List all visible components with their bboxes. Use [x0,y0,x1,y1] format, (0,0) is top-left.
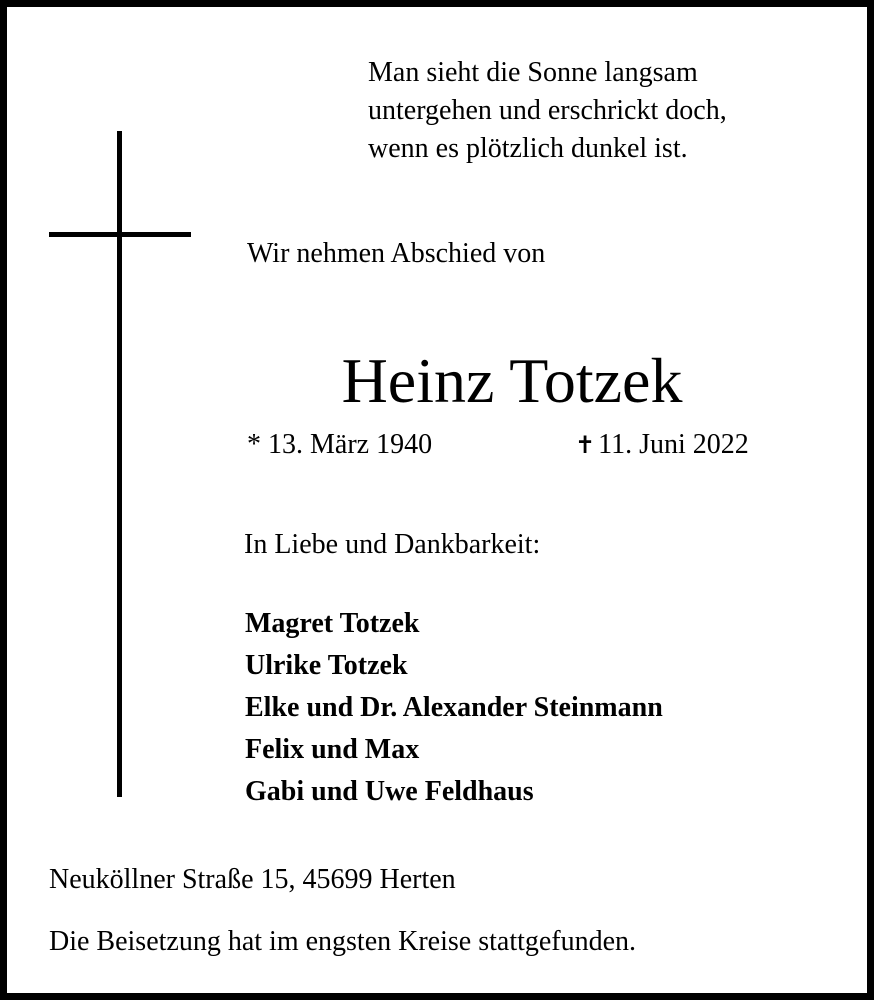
thanks-heading: In Liebe und Dankbarkeit: [244,529,541,560]
quote-line: untergehen und erschrickt doch, [368,95,727,126]
mourner-name: Felix und Max [245,734,420,765]
mourners-list [245,603,663,813]
mourner-name: Gabi und Uwe Feldhaus [245,776,534,807]
death-date-line [575,427,749,463]
death-date: 11. Juni 2022 [598,429,749,460]
quote [368,54,727,168]
burial-note: Die Beisetzung hat im engsten Kreise stattgefunden. [49,926,637,957]
birth-date: * 13. März 1940 [247,429,433,460]
address: Neuköllner Straße 15, 45699 Herten [49,864,456,895]
farewell-intro: Wir nehmen Abschied von [247,238,546,269]
quote-line: wenn es plötzlich dunkel ist. [368,133,688,164]
mourner-name: Magret Totzek [245,608,420,639]
dagger-icon: ✝ [575,431,596,459]
cross-horizontal-bar [49,232,191,237]
cross-vertical-bar [117,131,122,797]
quote-line: Man sieht die Sonne langsam [368,57,698,88]
mourner-name: Elke und Dr. Alexander Steinmann [245,692,663,723]
deceased-name: Heinz Totzek [341,345,683,416]
mourner-name: Ulrike Totzek [245,650,408,681]
